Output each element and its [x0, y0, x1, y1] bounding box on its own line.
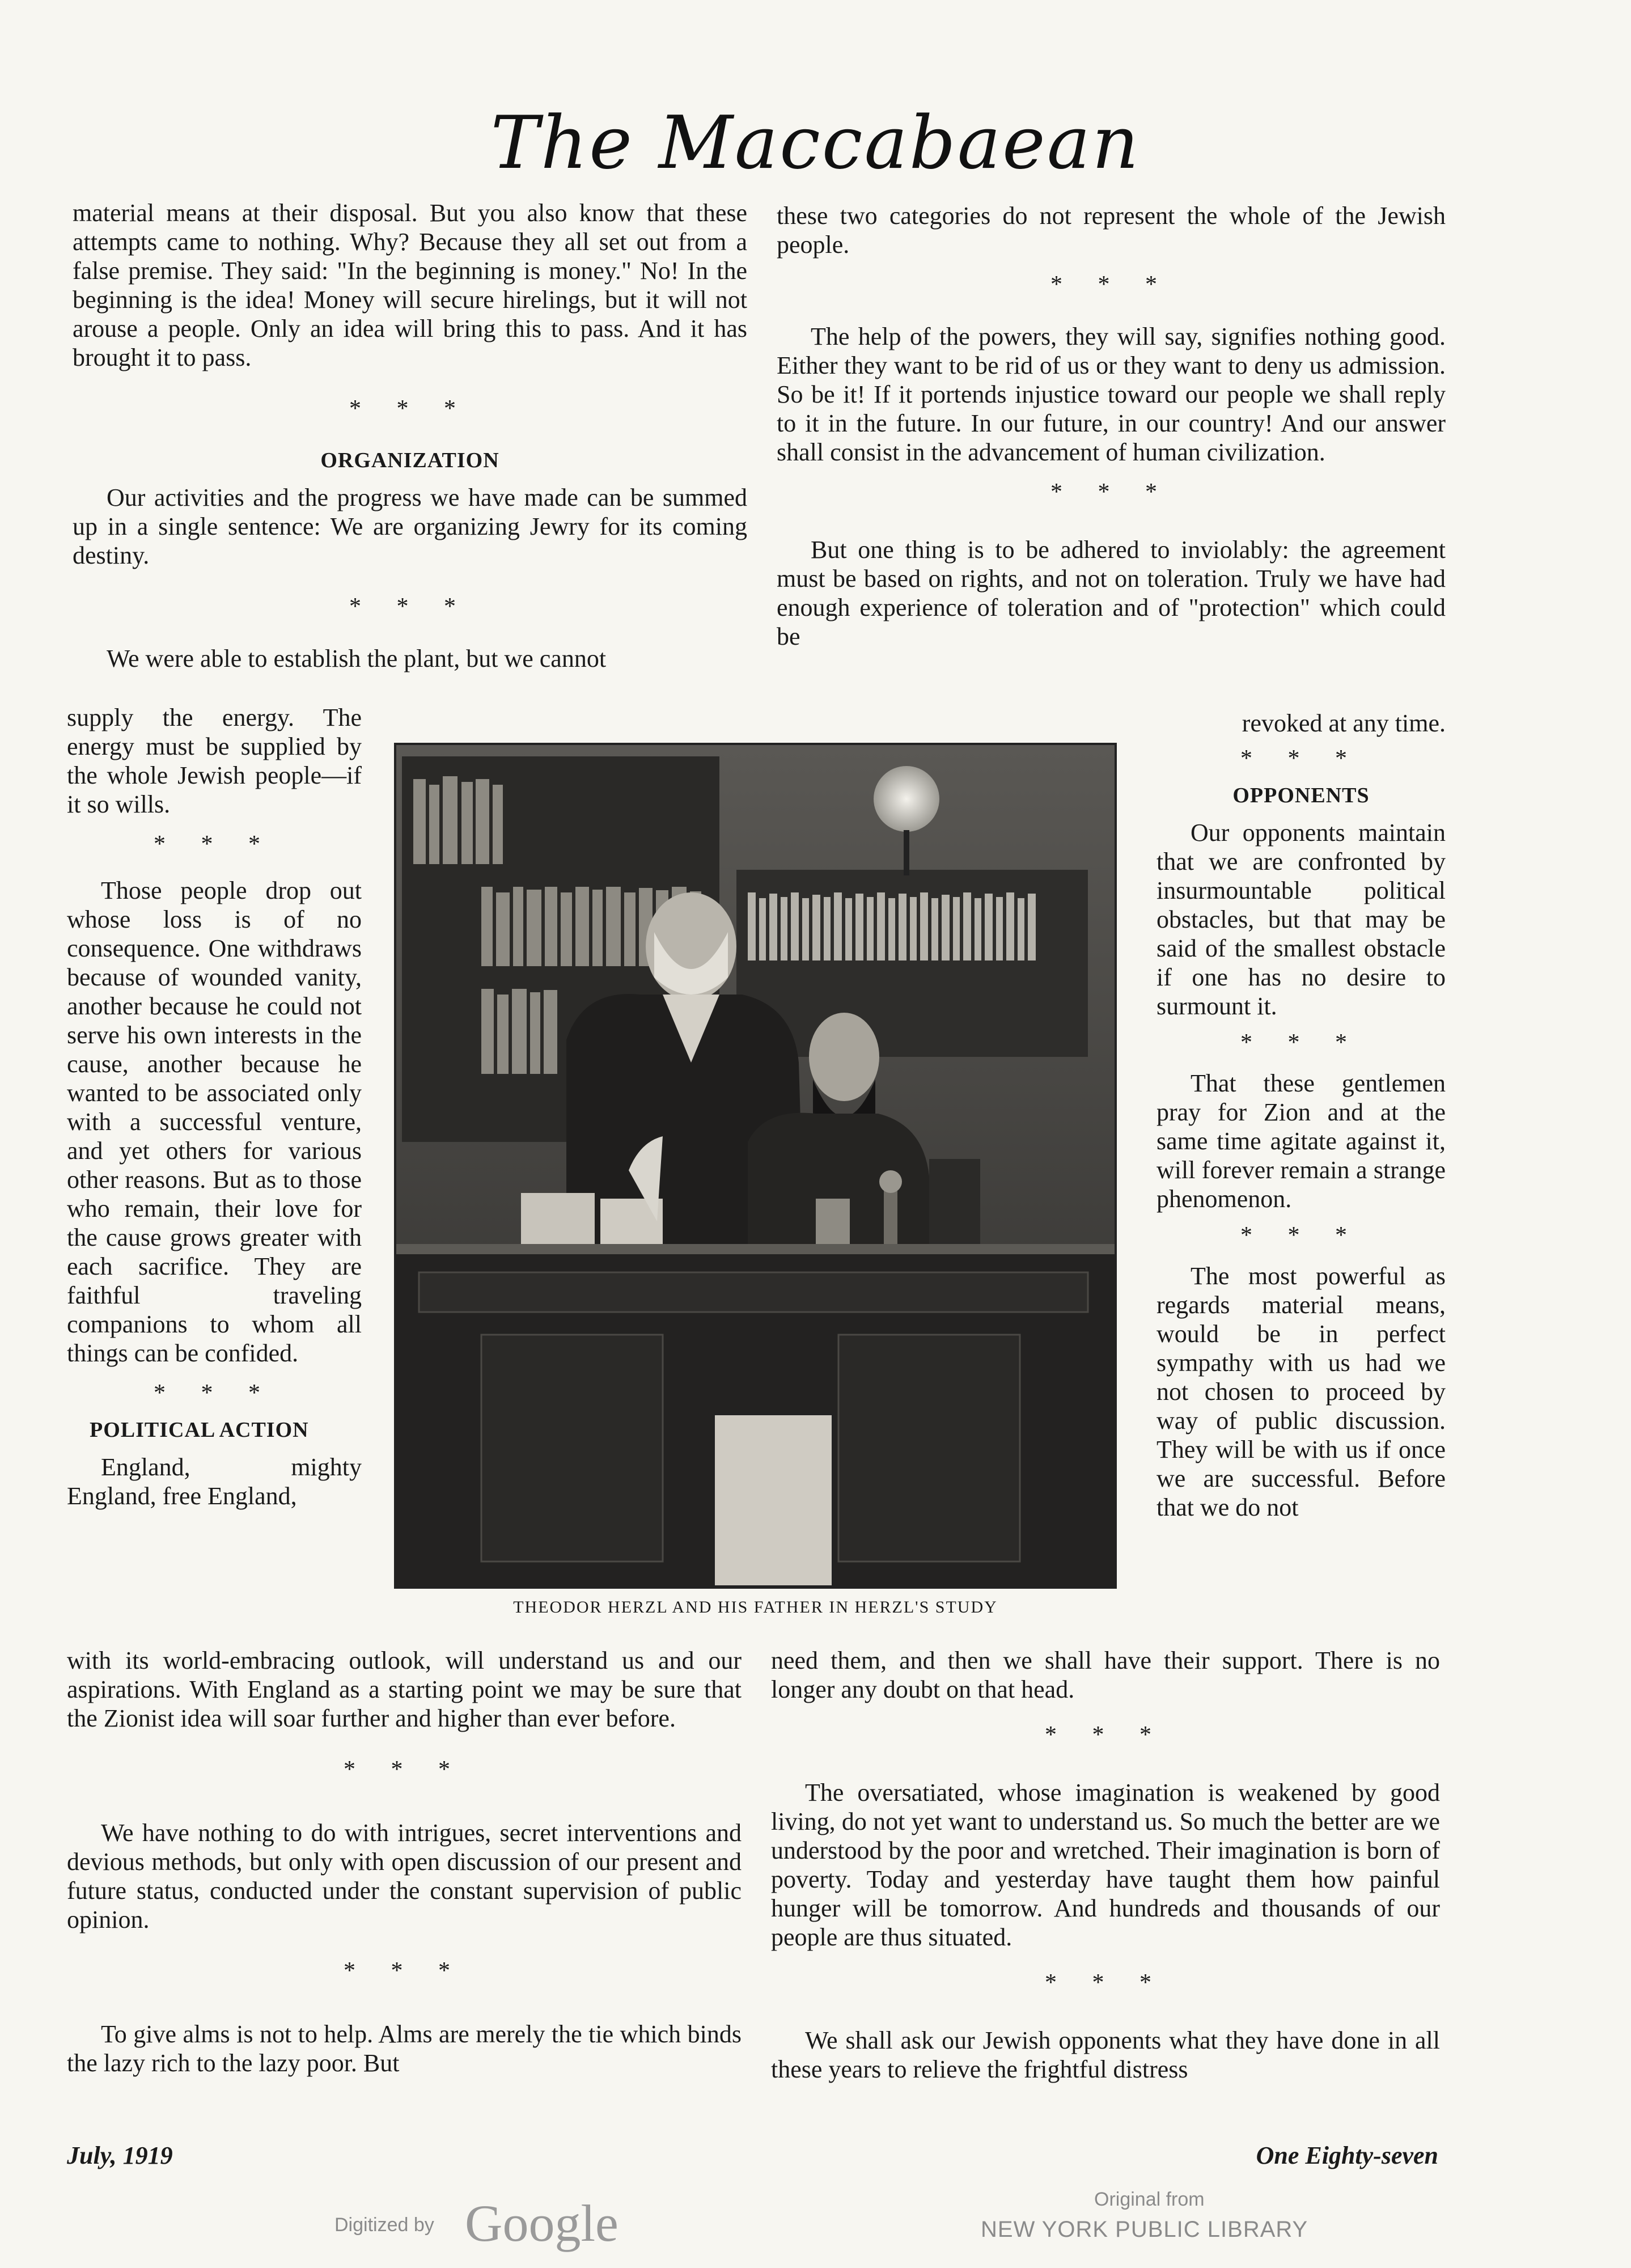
- section-divider-stars: * * *: [344, 1757, 465, 1783]
- left-column-narrow: [67, 703, 362, 1510]
- section-divider-stars: * * *: [1045, 1722, 1166, 1748]
- library-name: NEW YORK PUBLIC LIBRARY: [981, 2217, 1308, 2242]
- section-heading-opponents: OPPONENTS: [1232, 784, 1370, 807]
- right-column-bottom: [771, 1646, 1440, 2084]
- paragraph: We were able to establish the plant, but we cannot: [107, 645, 607, 672]
- paragraph: To give alms is not to help. Alms are merely the tie which binds the lazy rich to the lazy poor. But: [67, 2020, 742, 2077]
- section-divider-stars: * * *: [1240, 1030, 1362, 1056]
- masthead-title: The Maccabaean: [490, 101, 1141, 185]
- paragraph: supply the energy. The energy must be supplied by the whole Jewish people—if it so wills.: [67, 704, 362, 818]
- section-divider-stars: * * *: [154, 831, 275, 857]
- section-divider-stars: * * *: [1050, 272, 1172, 298]
- paragraph: these two categories do not represent the whole of the Jewish people.: [777, 202, 1446, 259]
- original-from-label: Original from: [1094, 2189, 1205, 2210]
- paragraph: material means at their disposal. But you also know that these attempts came to nothing. Why? Because they all set out from a false premise. They said: "In the beginning is money." No! In the beginning is the idea! Money will secure hirelings, but it will not arouse a people. Only an idea will bring this to pass. And it has brought it to pass.: [73, 199, 747, 371]
- paragraph: We shall ask our Jewish opponents what they have done in all these years to relieve the frightful distress: [771, 2026, 1440, 2083]
- paragraph: England, mighty England, free England,: [67, 1453, 362, 1510]
- photo-caption: THEODOR HERZL AND HIS FATHER IN HERZL'S STUDY: [513, 1598, 998, 1617]
- section-divider-stars: * * *: [1240, 746, 1362, 772]
- paragraph: revoked at any time.: [1242, 709, 1446, 737]
- paragraph: Those people drop out whose loss is of no consequence. One withdraws because of wounded vanity, another because he could not serve his own interests in the cause, another because he wanted to be associated only with a successful venture, and yet others for various other reasons. But as to those who remain, their love for the cause grows greater with each sacrifice. They are faithful traveling companions to whom all things can be confided.: [67, 877, 362, 1367]
- paragraph: The oversatiated, whose imagination is weakened by good living, do not yet want to understand us. So much the better are we understood by the poor and wretched. Their imagination is born of poverty. Today and yesterday have taught them how painful hunger will be tomorrow. And hundreds and thousands of our people are thus situated.: [771, 1779, 1440, 1951]
- paragraph: with its world-embracing outlook, will understand us and our aspirations. With England as a starting point we may be sure that the Zionist idea will soar further and higher than ever before.: [67, 1647, 742, 1732]
- google-logo: Google: [465, 2194, 618, 2252]
- paragraph: We have nothing to do with intrigues, secret interventions and devious methods, but only with open discussion of our present and future status, conducted under the constant supervision of public opinion.: [67, 1819, 742, 1933]
- section-heading-political-action: POLITICAL ACTION: [90, 1418, 309, 1442]
- paragraph: need them, and then we shall have their support. There is no longer any doubt on that head.: [771, 1647, 1440, 1703]
- section-divider-stars: * * *: [1240, 1222, 1362, 1249]
- section-divider-stars: * * *: [349, 396, 471, 422]
- section-heading-organization: ORGANIZATION: [320, 448, 499, 472]
- paragraph: Our activities and the progress we have made can be summed up in a single sentence: We are organizing Jewry for its coming destiny.: [73, 484, 747, 569]
- paragraph: That these gentlemen pray for Zion and at the same time agitate against it, will forever remain a strange phenomenon.: [1156, 1069, 1446, 1213]
- paragraph: Our opponents maintain that we are confronted by insurmountable political obstacles, but that may be said of the smallest obstacle if one has no desire to surmount it.: [1156, 819, 1446, 1020]
- right-column-narrow: [1156, 709, 1446, 1522]
- paragraph: The most powerful as regards material means, would be in perfect sympathy with us had we not chosen to proceed by way of public discussion. They will be with us if once we are successful. Before that we do not: [1156, 1262, 1446, 1521]
- digitized-by-label: Digitized by: [334, 2214, 434, 2236]
- issue-date: July, 1919: [67, 2142, 173, 2169]
- left-column-bottom: [67, 1646, 742, 2077]
- photo-illustration: [396, 745, 1115, 1586]
- right-column-top: [777, 201, 1446, 651]
- herzl-study-photo: [394, 743, 1117, 1589]
- paragraph: The help of the powers, they will say, signifies nothing good. Either they want to be rid of us or they want to deny us admission. So be it! If it portends injustice toward our people we shall reply to it in the future. In our future, in our country! And our answer shall consist in the advancement of human civilization.: [777, 323, 1446, 466]
- left-column-top: [73, 198, 747, 673]
- paragraph: But one thing is to be adhered to inviolably: the agreement must be based on rights, and not on toleration. Truly we have had enough experience of toleration and of "protection" which could be: [777, 536, 1446, 650]
- section-divider-stars: * * *: [349, 594, 471, 620]
- page-number: One Eighty-seven: [1256, 2142, 1438, 2169]
- section-divider-stars: * * *: [154, 1380, 275, 1406]
- section-divider-stars: * * *: [1050, 479, 1172, 505]
- section-divider-stars: * * *: [344, 1958, 465, 1984]
- section-divider-stars: * * *: [1045, 1970, 1166, 1996]
